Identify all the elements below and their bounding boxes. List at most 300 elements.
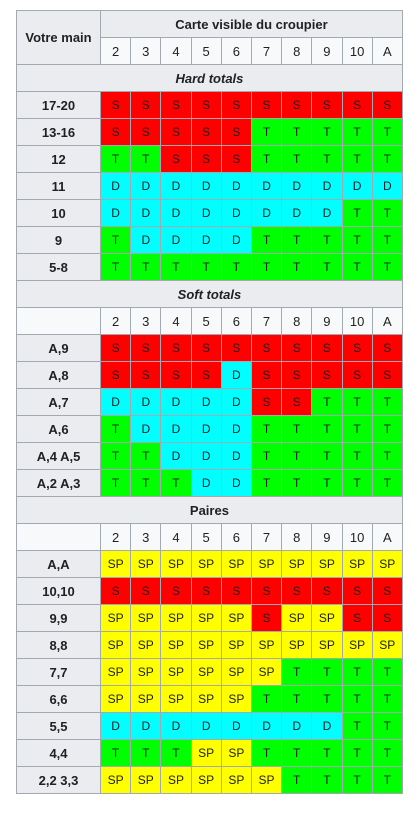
action-cell: T bbox=[282, 659, 312, 686]
action-cell: S bbox=[342, 362, 372, 389]
action-cell: S bbox=[131, 92, 161, 119]
action-cell: D bbox=[221, 173, 251, 200]
action-cell: SP bbox=[221, 686, 251, 713]
hand-row bbox=[17, 119, 403, 146]
action-cell: T bbox=[251, 443, 281, 470]
action-cell: S bbox=[101, 578, 131, 605]
hand-label: 2,2 3,3 bbox=[17, 767, 101, 794]
hand-row bbox=[17, 173, 403, 200]
action-cell: S bbox=[191, 578, 221, 605]
action-cell: S bbox=[131, 119, 161, 146]
action-cell: T bbox=[282, 254, 312, 281]
section-title-text: Paires bbox=[189, 502, 229, 518]
action-cell: SP bbox=[191, 551, 221, 578]
action-cell: D bbox=[221, 362, 251, 389]
action-cell: S bbox=[221, 92, 251, 119]
action-cell: SP bbox=[221, 632, 251, 659]
action-cell: T bbox=[312, 686, 342, 713]
dealer-card-label: 5 bbox=[191, 308, 221, 335]
action-cell: SP bbox=[191, 659, 221, 686]
action-cell: SP bbox=[131, 659, 161, 686]
action-cell: SP bbox=[221, 659, 251, 686]
dealer-card-header: Carte visible du croupier bbox=[101, 11, 403, 38]
action-cell: S bbox=[312, 92, 342, 119]
action-cell: SP bbox=[161, 551, 191, 578]
action-cell: T bbox=[342, 740, 372, 767]
dealer-card-label: 3 bbox=[131, 524, 161, 551]
hand-row bbox=[17, 200, 403, 227]
hand-label: A,A bbox=[17, 551, 101, 578]
dealer-card-label: A bbox=[372, 524, 402, 551]
action-cell: S bbox=[191, 119, 221, 146]
action-cell: D bbox=[251, 173, 281, 200]
dealer-card-label: 8 bbox=[282, 308, 312, 335]
action-cell: D bbox=[191, 416, 221, 443]
dealer-card-label: 10 bbox=[342, 524, 372, 551]
action-cell: T bbox=[372, 443, 402, 470]
action-cell: SP bbox=[251, 659, 281, 686]
action-cell: D bbox=[282, 713, 312, 740]
action-cell: SP bbox=[131, 551, 161, 578]
action-cell: T bbox=[372, 389, 402, 416]
action-cell: S bbox=[221, 119, 251, 146]
action-cell: S bbox=[372, 335, 402, 362]
action-cell: SP bbox=[161, 767, 191, 794]
action-cell: D bbox=[131, 227, 161, 254]
action-cell: T bbox=[131, 146, 161, 173]
action-cell: S bbox=[221, 335, 251, 362]
hand-label: 13-16 bbox=[17, 119, 101, 146]
action-cell: SP bbox=[221, 767, 251, 794]
action-cell: SP bbox=[221, 551, 251, 578]
dealer-card-row bbox=[17, 524, 403, 551]
action-cell: T bbox=[101, 227, 131, 254]
action-cell: T bbox=[372, 200, 402, 227]
action-cell: SP bbox=[312, 605, 342, 632]
action-cell: S bbox=[312, 362, 342, 389]
action-cell: T bbox=[342, 470, 372, 497]
action-cell: D bbox=[191, 443, 221, 470]
action-cell: SP bbox=[251, 551, 281, 578]
dealer-card-label: 4 bbox=[161, 38, 191, 65]
action-cell: T bbox=[312, 470, 342, 497]
action-cell: T bbox=[312, 767, 342, 794]
action-cell: T bbox=[312, 443, 342, 470]
action-cell: T bbox=[161, 254, 191, 281]
your-hand-header: Votre main bbox=[17, 11, 101, 65]
action-cell: SP bbox=[191, 740, 221, 767]
section-hard bbox=[17, 65, 403, 92]
action-cell: SP bbox=[282, 632, 312, 659]
action-cell: D bbox=[131, 713, 161, 740]
action-cell: D bbox=[161, 389, 191, 416]
dealer-card-label: 4 bbox=[161, 308, 191, 335]
action-cell: T bbox=[372, 767, 402, 794]
action-cell: S bbox=[282, 362, 312, 389]
hand-label: 10,10 bbox=[17, 578, 101, 605]
action-cell: D bbox=[191, 173, 221, 200]
hand-label: 5,5 bbox=[17, 713, 101, 740]
action-cell: S bbox=[161, 578, 191, 605]
action-cell: S bbox=[251, 92, 281, 119]
section-pairs bbox=[17, 497, 403, 524]
action-cell: SP bbox=[101, 767, 131, 794]
action-cell: S bbox=[191, 362, 221, 389]
action-cell: T bbox=[372, 713, 402, 740]
action-cell: D bbox=[312, 713, 342, 740]
section-title bbox=[17, 281, 403, 308]
action-cell: S bbox=[251, 362, 281, 389]
action-cell: D bbox=[251, 200, 281, 227]
action-cell: S bbox=[251, 389, 281, 416]
dealer-card-label: 7 bbox=[251, 524, 281, 551]
hand-row bbox=[17, 146, 403, 173]
action-cell: D bbox=[101, 713, 131, 740]
action-cell: S bbox=[251, 335, 281, 362]
hand-row bbox=[17, 470, 403, 497]
action-cell: SP bbox=[101, 686, 131, 713]
action-cell: SP bbox=[191, 767, 221, 794]
action-cell: S bbox=[342, 605, 372, 632]
action-cell: D bbox=[221, 713, 251, 740]
action-cell: T bbox=[282, 740, 312, 767]
action-cell: D bbox=[131, 173, 161, 200]
dealer-card-label: 7 bbox=[251, 38, 281, 65]
strategy-body bbox=[17, 65, 403, 794]
action-cell: S bbox=[101, 119, 131, 146]
action-cell: SP bbox=[131, 767, 161, 794]
hand-row bbox=[17, 416, 403, 443]
action-cell: T bbox=[101, 146, 131, 173]
hand-row bbox=[17, 605, 403, 632]
action-cell: S bbox=[161, 362, 191, 389]
hand-label: 12 bbox=[17, 146, 101, 173]
action-cell: D bbox=[282, 200, 312, 227]
action-cell: SP bbox=[372, 632, 402, 659]
hand-row bbox=[17, 227, 403, 254]
action-cell: SP bbox=[191, 632, 221, 659]
dealer-card-label: 2 bbox=[101, 308, 131, 335]
action-cell: T bbox=[312, 254, 342, 281]
hand-row bbox=[17, 389, 403, 416]
action-cell: S bbox=[101, 335, 131, 362]
action-cell: S bbox=[251, 605, 281, 632]
action-cell: T bbox=[251, 740, 281, 767]
action-cell: T bbox=[131, 740, 161, 767]
dealer-card-label: 10 bbox=[342, 308, 372, 335]
dealer-card-label: 7 bbox=[251, 308, 281, 335]
action-cell: SP bbox=[312, 632, 342, 659]
dealer-card-label: 9 bbox=[312, 38, 342, 65]
action-cell: S bbox=[221, 578, 251, 605]
action-cell: T bbox=[312, 740, 342, 767]
dealer-card-label: 8 bbox=[282, 38, 312, 65]
action-cell: T bbox=[342, 416, 372, 443]
action-cell: S bbox=[101, 362, 131, 389]
hand-row bbox=[17, 254, 403, 281]
action-cell: T bbox=[251, 146, 281, 173]
action-cell: SP bbox=[191, 686, 221, 713]
action-cell: T bbox=[342, 443, 372, 470]
action-cell: SP bbox=[101, 659, 131, 686]
action-cell: T bbox=[372, 227, 402, 254]
action-cell: SP bbox=[251, 632, 281, 659]
action-cell: S bbox=[131, 362, 161, 389]
dealer-card-label: 2 bbox=[101, 524, 131, 551]
action-cell: SP bbox=[191, 605, 221, 632]
action-cell: T bbox=[131, 443, 161, 470]
action-cell: SP bbox=[282, 551, 312, 578]
action-cell: S bbox=[282, 92, 312, 119]
dealer-card-label: 9 bbox=[312, 524, 342, 551]
hand-row bbox=[17, 632, 403, 659]
action-cell: D bbox=[191, 200, 221, 227]
action-cell: T bbox=[131, 254, 161, 281]
hand-label: 5-8 bbox=[17, 254, 101, 281]
hand-label: 9,9 bbox=[17, 605, 101, 632]
action-cell: S bbox=[282, 578, 312, 605]
action-cell: D bbox=[312, 173, 342, 200]
action-cell: D bbox=[161, 443, 191, 470]
action-cell: D bbox=[221, 416, 251, 443]
action-cell: S bbox=[372, 362, 402, 389]
hand-label: 8,8 bbox=[17, 632, 101, 659]
action-cell: T bbox=[312, 416, 342, 443]
action-cell: T bbox=[342, 659, 372, 686]
action-cell: T bbox=[342, 389, 372, 416]
action-cell: T bbox=[282, 443, 312, 470]
action-cell: SP bbox=[101, 632, 131, 659]
action-cell: S bbox=[191, 92, 221, 119]
hand-row bbox=[17, 362, 403, 389]
action-cell: T bbox=[342, 119, 372, 146]
action-cell: SP bbox=[282, 605, 312, 632]
action-cell: T bbox=[372, 659, 402, 686]
action-cell: S bbox=[372, 578, 402, 605]
action-cell: S bbox=[342, 335, 372, 362]
action-cell: D bbox=[131, 200, 161, 227]
action-cell: T bbox=[372, 470, 402, 497]
action-cell: T bbox=[161, 470, 191, 497]
action-cell: T bbox=[251, 227, 281, 254]
action-cell: D bbox=[251, 713, 281, 740]
action-cell: T bbox=[282, 470, 312, 497]
action-cell: T bbox=[372, 119, 402, 146]
action-cell: S bbox=[342, 578, 372, 605]
hand-label: A,9 bbox=[17, 335, 101, 362]
action-cell: SP bbox=[131, 686, 161, 713]
action-cell: T bbox=[101, 740, 131, 767]
action-cell: T bbox=[191, 254, 221, 281]
action-cell: T bbox=[282, 767, 312, 794]
action-cell: S bbox=[191, 146, 221, 173]
hand-row bbox=[17, 740, 403, 767]
action-cell: S bbox=[161, 92, 191, 119]
dealer-card-label: 10 bbox=[342, 38, 372, 65]
action-cell: T bbox=[372, 146, 402, 173]
section-title-text: Hard totals bbox=[175, 70, 244, 86]
action-cell: D bbox=[191, 227, 221, 254]
hand-label: 10 bbox=[17, 200, 101, 227]
action-cell: T bbox=[312, 389, 342, 416]
action-cell: SP bbox=[372, 551, 402, 578]
action-cell: S bbox=[372, 605, 402, 632]
hand-label: A,8 bbox=[17, 362, 101, 389]
action-cell: T bbox=[372, 254, 402, 281]
action-cell: D bbox=[221, 389, 251, 416]
section-title-text: Soft totals bbox=[177, 286, 242, 302]
action-cell: S bbox=[221, 146, 251, 173]
action-cell: D bbox=[342, 173, 372, 200]
action-cell: S bbox=[161, 119, 191, 146]
action-cell: SP bbox=[221, 740, 251, 767]
action-cell: SP bbox=[342, 551, 372, 578]
dealer-card-label: 6 bbox=[221, 38, 251, 65]
action-cell: S bbox=[312, 335, 342, 362]
dealer-card-label: 5 bbox=[191, 38, 221, 65]
corner-cell bbox=[17, 524, 101, 551]
action-cell: D bbox=[131, 416, 161, 443]
action-cell: D bbox=[161, 173, 191, 200]
action-cell: D bbox=[221, 200, 251, 227]
hand-row bbox=[17, 335, 403, 362]
hand-label: 11 bbox=[17, 173, 101, 200]
action-cell: T bbox=[101, 254, 131, 281]
action-cell: T bbox=[342, 767, 372, 794]
action-cell: T bbox=[101, 443, 131, 470]
action-cell: SP bbox=[161, 632, 191, 659]
action-cell: D bbox=[161, 227, 191, 254]
action-cell: T bbox=[342, 227, 372, 254]
action-cell: T bbox=[101, 470, 131, 497]
action-cell: D bbox=[101, 200, 131, 227]
hand-label: 6,6 bbox=[17, 686, 101, 713]
action-cell: T bbox=[282, 416, 312, 443]
action-cell: S bbox=[191, 335, 221, 362]
action-cell: T bbox=[342, 713, 372, 740]
action-cell: SP bbox=[342, 632, 372, 659]
action-cell: D bbox=[131, 389, 161, 416]
action-cell: SP bbox=[312, 551, 342, 578]
action-cell: D bbox=[372, 173, 402, 200]
action-cell: T bbox=[372, 416, 402, 443]
action-cell: T bbox=[221, 254, 251, 281]
action-cell: T bbox=[251, 686, 281, 713]
action-cell: T bbox=[251, 254, 281, 281]
action-cell: T bbox=[372, 740, 402, 767]
action-cell: S bbox=[312, 578, 342, 605]
action-cell: D bbox=[221, 227, 251, 254]
action-cell: T bbox=[342, 146, 372, 173]
hand-row bbox=[17, 92, 403, 119]
action-cell: D bbox=[191, 470, 221, 497]
action-cell: T bbox=[342, 686, 372, 713]
action-cell: T bbox=[312, 659, 342, 686]
action-cell: SP bbox=[101, 605, 131, 632]
action-cell: S bbox=[161, 335, 191, 362]
action-cell: T bbox=[251, 470, 281, 497]
action-cell: SP bbox=[131, 605, 161, 632]
hand-label: A,2 A,3 bbox=[17, 470, 101, 497]
action-cell: T bbox=[342, 200, 372, 227]
dealer-card-label: 4 bbox=[161, 524, 191, 551]
action-cell: S bbox=[101, 92, 131, 119]
action-cell: T bbox=[312, 146, 342, 173]
hand-row bbox=[17, 551, 403, 578]
action-cell: T bbox=[251, 416, 281, 443]
action-cell: T bbox=[131, 470, 161, 497]
hand-label: 9 bbox=[17, 227, 101, 254]
action-cell: T bbox=[282, 227, 312, 254]
action-cell: S bbox=[282, 389, 312, 416]
action-cell: S bbox=[251, 578, 281, 605]
action-cell: T bbox=[282, 119, 312, 146]
action-cell: T bbox=[282, 146, 312, 173]
action-cell: D bbox=[221, 443, 251, 470]
action-cell: D bbox=[161, 416, 191, 443]
action-cell: T bbox=[101, 416, 131, 443]
action-cell: T bbox=[251, 119, 281, 146]
hand-label: A,6 bbox=[17, 416, 101, 443]
action-cell: S bbox=[161, 146, 191, 173]
action-cell: SP bbox=[161, 686, 191, 713]
section-title bbox=[17, 497, 403, 524]
dealer-card-label: 3 bbox=[131, 308, 161, 335]
action-cell: SP bbox=[161, 605, 191, 632]
action-cell: D bbox=[101, 173, 131, 200]
action-cell: T bbox=[282, 686, 312, 713]
action-cell: SP bbox=[221, 605, 251, 632]
action-cell: T bbox=[372, 686, 402, 713]
dealer-card-label: 5 bbox=[191, 524, 221, 551]
section-title bbox=[17, 65, 403, 92]
hand-label: A,4 A,5 bbox=[17, 443, 101, 470]
hand-label: 17-20 bbox=[17, 92, 101, 119]
action-cell: D bbox=[282, 173, 312, 200]
action-cell: S bbox=[131, 335, 161, 362]
action-cell: SP bbox=[101, 551, 131, 578]
hand-row bbox=[17, 578, 403, 605]
action-cell: T bbox=[312, 227, 342, 254]
action-cell: T bbox=[312, 119, 342, 146]
hand-label: A,7 bbox=[17, 389, 101, 416]
dealer-card-label: 6 bbox=[221, 524, 251, 551]
action-cell: S bbox=[131, 578, 161, 605]
section-soft bbox=[17, 281, 403, 308]
action-cell: D bbox=[161, 200, 191, 227]
action-cell: S bbox=[372, 92, 402, 119]
hand-row bbox=[17, 713, 403, 740]
action-cell: T bbox=[161, 740, 191, 767]
dealer-card-label: 9 bbox=[312, 308, 342, 335]
corner-cell bbox=[17, 308, 101, 335]
action-cell: D bbox=[221, 470, 251, 497]
hand-row bbox=[17, 443, 403, 470]
action-cell: D bbox=[101, 389, 131, 416]
dealer-card-label: 2 bbox=[101, 38, 131, 65]
action-cell: D bbox=[191, 713, 221, 740]
dealer-card-row bbox=[17, 308, 403, 335]
dealer-card-label: A bbox=[372, 308, 402, 335]
dealer-card-label: 8 bbox=[282, 524, 312, 551]
action-cell: SP bbox=[251, 767, 281, 794]
hand-label: 7,7 bbox=[17, 659, 101, 686]
dealer-card-label: 6 bbox=[221, 308, 251, 335]
hand-row bbox=[17, 767, 403, 794]
action-cell: D bbox=[312, 200, 342, 227]
dealer-card-label: A bbox=[372, 38, 402, 65]
action-cell: D bbox=[191, 389, 221, 416]
